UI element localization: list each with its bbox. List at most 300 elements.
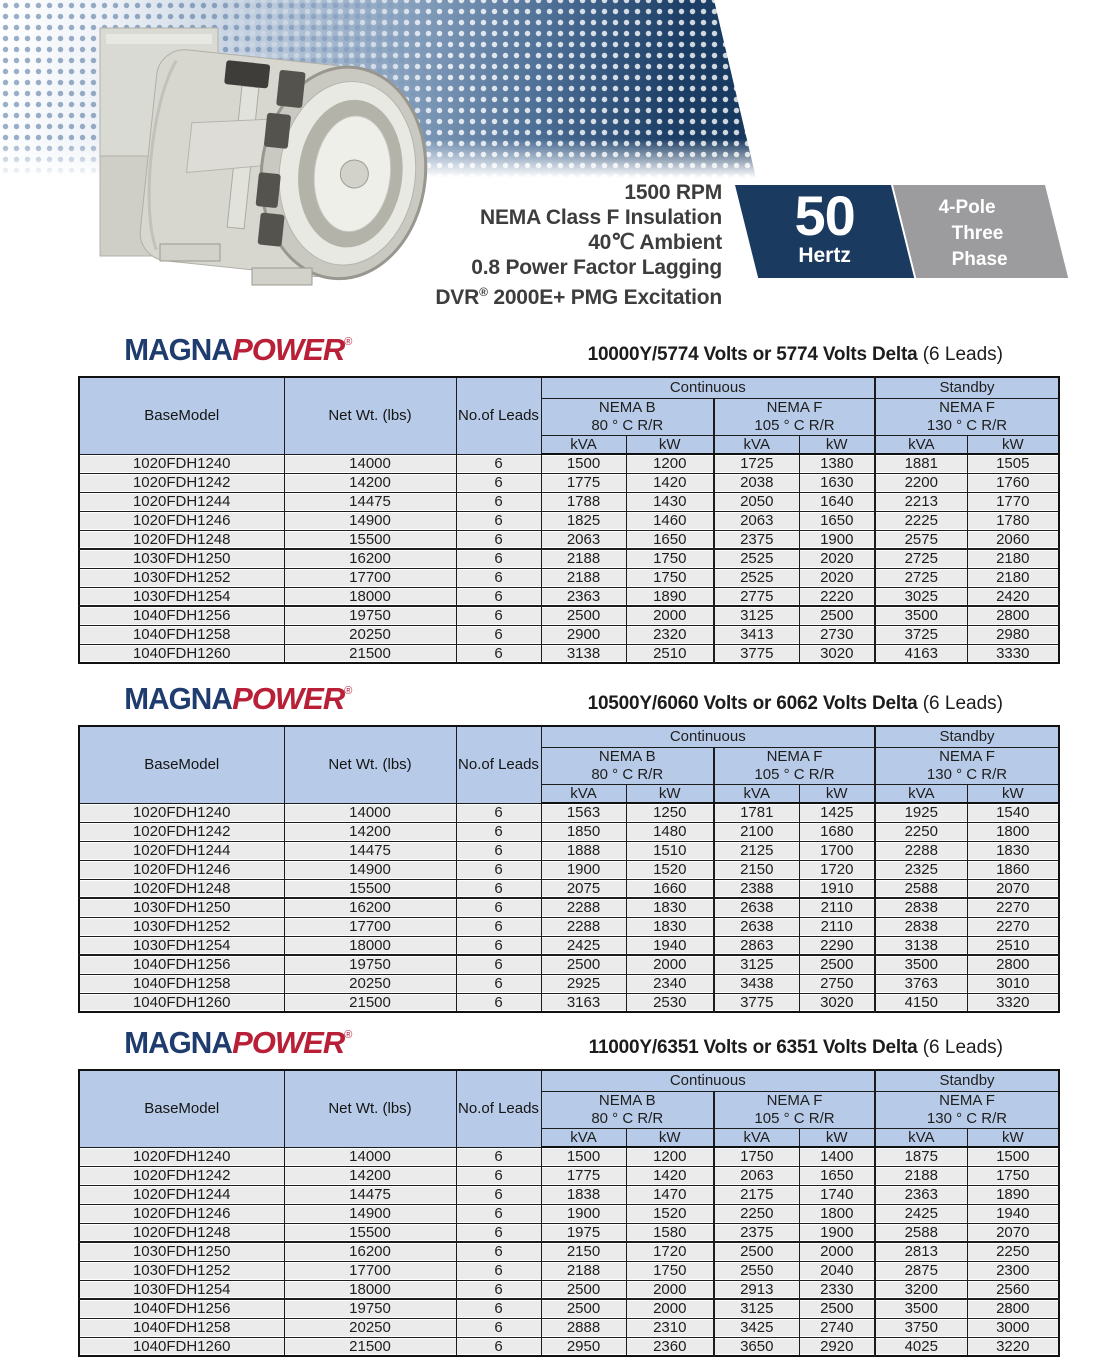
cell-value: 6 bbox=[456, 530, 541, 549]
cell-value: 6 bbox=[456, 936, 541, 955]
cell-value: 2363 bbox=[541, 587, 626, 606]
cell-value: 1510 bbox=[626, 841, 714, 860]
cell-value: 2070 bbox=[967, 1223, 1059, 1242]
cell-base-model: 1040FDH1256 bbox=[79, 1299, 284, 1318]
table-row bbox=[79, 511, 1059, 530]
cell-base-model: 1020FDH1240 bbox=[79, 803, 284, 822]
cell-value: 1830 bbox=[967, 841, 1059, 860]
cell-value: 3025 bbox=[875, 587, 967, 606]
cell-value: 1200 bbox=[626, 1147, 714, 1166]
col-kva: kVA bbox=[875, 1128, 967, 1147]
cell-value: 3425 bbox=[714, 1318, 799, 1337]
cell-base-model: 1030FDH1250 bbox=[79, 898, 284, 917]
cell-value: 21500 bbox=[284, 1337, 456, 1356]
table-row bbox=[79, 1242, 1059, 1261]
col-standby: Standby bbox=[875, 726, 1059, 747]
cell-value: 18000 bbox=[284, 936, 456, 955]
cell-value: 1750 bbox=[714, 1147, 799, 1166]
table-row bbox=[79, 473, 1059, 492]
cell-value: 6 bbox=[456, 625, 541, 644]
cell-value: 1720 bbox=[626, 1242, 714, 1261]
cell-base-model: 1030FDH1250 bbox=[79, 1242, 284, 1261]
cell-value: 1925 bbox=[875, 803, 967, 822]
cell-value: 2063 bbox=[541, 530, 626, 549]
table-row bbox=[79, 974, 1059, 993]
cell-value: 6 bbox=[456, 1280, 541, 1299]
table-row bbox=[79, 568, 1059, 587]
col-netwt: Net Wt. (lbs) bbox=[284, 1070, 456, 1147]
col-kw: kW bbox=[626, 435, 714, 454]
col-kva: kVA bbox=[714, 435, 799, 454]
cell-value: 3320 bbox=[967, 993, 1059, 1012]
cell-value: 3650 bbox=[714, 1337, 799, 1356]
cell-value: 4163 bbox=[875, 644, 967, 663]
table-row bbox=[79, 1261, 1059, 1280]
cell-value: 2638 bbox=[714, 898, 799, 917]
cell-value: 2510 bbox=[967, 936, 1059, 955]
cell-base-model: 1020FDH1242 bbox=[79, 1166, 284, 1185]
cell-value: 1770 bbox=[967, 492, 1059, 511]
cell-value: 2075 bbox=[541, 879, 626, 898]
cell-value: 2500 bbox=[799, 1299, 875, 1318]
cell-value: 14000 bbox=[284, 454, 456, 473]
cell-value: 20250 bbox=[284, 974, 456, 993]
cell-value: 2188 bbox=[541, 1261, 626, 1280]
cell-value: 1881 bbox=[875, 454, 967, 473]
col-kva: kVA bbox=[541, 784, 626, 803]
cell-value: 1380 bbox=[799, 454, 875, 473]
table-row bbox=[79, 549, 1059, 568]
cell-value: 2020 bbox=[799, 568, 875, 587]
cell-value: 1788 bbox=[541, 492, 626, 511]
col-basemodel: BaseModel bbox=[79, 1070, 284, 1147]
cell-value: 2000 bbox=[626, 955, 714, 974]
cell-value: 1890 bbox=[967, 1185, 1059, 1204]
col-nema-f130: NEMA F 130 ° C R/R bbox=[875, 747, 1059, 784]
cell-value: 2060 bbox=[967, 530, 1059, 549]
table-row bbox=[79, 860, 1059, 879]
cell-value: 4150 bbox=[875, 993, 967, 1012]
cell-value: 2500 bbox=[541, 1299, 626, 1318]
cell-value: 2950 bbox=[541, 1337, 626, 1356]
cell-value: 14900 bbox=[284, 1204, 456, 1223]
cell-value: 14475 bbox=[284, 1185, 456, 1204]
pole-phase-badge bbox=[893, 185, 1068, 322]
cell-value: 3000 bbox=[967, 1318, 1059, 1337]
cell-value: 2288 bbox=[541, 917, 626, 936]
table-row bbox=[79, 1280, 1059, 1299]
frequency-unit: Hertz bbox=[798, 244, 851, 267]
cell-value: 1825 bbox=[541, 511, 626, 530]
cell-value: 2925 bbox=[541, 974, 626, 993]
cell-value: 1500 bbox=[967, 1147, 1059, 1166]
cell-base-model: 1020FDH1244 bbox=[79, 492, 284, 511]
cell-value: 2838 bbox=[875, 917, 967, 936]
cell-value: 1520 bbox=[626, 1204, 714, 1223]
cell-value: 1910 bbox=[799, 879, 875, 898]
cell-value: 19750 bbox=[284, 1299, 456, 1318]
cell-value: 6 bbox=[456, 955, 541, 974]
cell-value: 2863 bbox=[714, 936, 799, 955]
cell-value: 2375 bbox=[714, 1223, 799, 1242]
cell-value: 6 bbox=[456, 822, 541, 841]
cell-base-model: 1020FDH1242 bbox=[79, 473, 284, 492]
cell-value: 2180 bbox=[967, 568, 1059, 587]
cell-value: 2525 bbox=[714, 568, 799, 587]
cell-base-model: 1020FDH1246 bbox=[79, 1204, 284, 1223]
cell-value: 3010 bbox=[967, 974, 1059, 993]
cell-value: 6 bbox=[456, 473, 541, 492]
voltage-title: 10000Y/5774 Volts or 5774 Volts Delta (6 Leads) bbox=[587, 344, 1003, 365]
ratings-table bbox=[78, 1069, 1060, 1357]
cell-value: 15500 bbox=[284, 530, 456, 549]
cell-value: 2875 bbox=[875, 1261, 967, 1280]
cell-value: 3330 bbox=[967, 644, 1059, 663]
spec-line: 1500 RPM bbox=[624, 181, 722, 204]
cell-value: 16200 bbox=[284, 1242, 456, 1261]
cell-value: 21500 bbox=[284, 993, 456, 1012]
cell-value: 2500 bbox=[799, 606, 875, 625]
cell-value: 2510 bbox=[626, 644, 714, 663]
cell-value: 20250 bbox=[284, 1318, 456, 1337]
col-kw: kW bbox=[626, 784, 714, 803]
cell-value: 1800 bbox=[967, 822, 1059, 841]
cell-value: 2500 bbox=[541, 606, 626, 625]
cell-value: 3775 bbox=[714, 644, 799, 663]
cell-value: 6 bbox=[456, 511, 541, 530]
spec-line: 40℃ Ambient bbox=[588, 231, 722, 254]
cell-value: 4025 bbox=[875, 1337, 967, 1356]
col-kw: kW bbox=[799, 784, 875, 803]
cell-value: 1888 bbox=[541, 841, 626, 860]
cell-value: 3163 bbox=[541, 993, 626, 1012]
cell-value: 1200 bbox=[626, 454, 714, 473]
cell-base-model: 1020FDH1248 bbox=[79, 1223, 284, 1242]
table-row bbox=[79, 1299, 1059, 1318]
cell-base-model: 1040FDH1260 bbox=[79, 644, 284, 663]
cell-value: 2225 bbox=[875, 511, 967, 530]
cell-value: 6 bbox=[456, 993, 541, 1012]
cell-value: 2363 bbox=[875, 1185, 967, 1204]
cell-value: 1470 bbox=[626, 1185, 714, 1204]
col-leads: No.of Leads bbox=[456, 377, 541, 454]
cell-value: 1420 bbox=[626, 1166, 714, 1185]
cell-value: 1425 bbox=[799, 803, 875, 822]
cell-value: 1630 bbox=[799, 473, 875, 492]
col-continuous: Continuous bbox=[541, 377, 875, 398]
cell-base-model: 1030FDH1252 bbox=[79, 917, 284, 936]
cell-value: 6 bbox=[456, 1261, 541, 1280]
voltage-title: 11000Y/6351 Volts or 6351 Volts Delta (6 Leads) bbox=[588, 1037, 1003, 1058]
col-kw: kW bbox=[626, 1128, 714, 1147]
cell-value: 1750 bbox=[967, 1166, 1059, 1185]
cell-value: 1650 bbox=[799, 511, 875, 530]
cell-value: 6 bbox=[456, 974, 541, 993]
col-basemodel: BaseModel bbox=[79, 726, 284, 803]
col-nema-b: NEMA B 80 ° C R/R bbox=[541, 747, 714, 784]
cell-value: 1725 bbox=[714, 454, 799, 473]
cell-value: 2000 bbox=[626, 606, 714, 625]
cell-value: 15500 bbox=[284, 1223, 456, 1242]
cell-value: 1750 bbox=[626, 568, 714, 587]
cell-value: 1500 bbox=[541, 454, 626, 473]
cell-value: 6 bbox=[456, 568, 541, 587]
cell-value: 2750 bbox=[799, 974, 875, 993]
table-row bbox=[79, 841, 1059, 860]
cell-value: 3750 bbox=[875, 1318, 967, 1337]
cell-value: 1860 bbox=[967, 860, 1059, 879]
cell-value: 3725 bbox=[875, 625, 967, 644]
cell-value: 2425 bbox=[541, 936, 626, 955]
cell-value: 2980 bbox=[967, 625, 1059, 644]
voltage-label: High Voltage bbox=[956, 276, 1021, 322]
cell-value: 2050 bbox=[714, 492, 799, 511]
col-kva: kVA bbox=[875, 784, 967, 803]
cell-value: 6 bbox=[456, 841, 541, 860]
cell-base-model: 1030FDH1254 bbox=[79, 936, 284, 955]
cell-value: 1775 bbox=[541, 1166, 626, 1185]
cell-value: 1900 bbox=[541, 1204, 626, 1223]
cell-base-model: 1040FDH1258 bbox=[79, 1318, 284, 1337]
cell-value: 2110 bbox=[799, 917, 875, 936]
cell-base-model: 1020FDH1248 bbox=[79, 530, 284, 549]
spec-line: 0.8 Power Factor Lagging bbox=[471, 256, 722, 279]
cell-value: 1775 bbox=[541, 473, 626, 492]
cell-value: 14900 bbox=[284, 511, 456, 530]
col-nema-f105: NEMA F 105 ° C R/R bbox=[714, 747, 875, 784]
cell-value: 1750 bbox=[626, 549, 714, 568]
cell-value: 1830 bbox=[626, 898, 714, 917]
ratings-table bbox=[78, 725, 1060, 1013]
cell-value: 3763 bbox=[875, 974, 967, 993]
col-kw: kW bbox=[799, 435, 875, 454]
cell-value: 2040 bbox=[799, 1261, 875, 1280]
table-row bbox=[79, 625, 1059, 644]
cell-value: 1875 bbox=[875, 1147, 967, 1166]
cell-value: 2250 bbox=[967, 1242, 1059, 1261]
table-row bbox=[79, 1166, 1059, 1185]
cell-base-model: 1020FDH1248 bbox=[79, 879, 284, 898]
cell-value: 2038 bbox=[714, 473, 799, 492]
cell-value: 2063 bbox=[714, 1166, 799, 1185]
col-kva: kVA bbox=[541, 435, 626, 454]
cell-value: 2000 bbox=[799, 1242, 875, 1261]
cell-base-model: 1020FDH1242 bbox=[79, 822, 284, 841]
cell-value: 14200 bbox=[284, 473, 456, 492]
cell-value: 6 bbox=[456, 898, 541, 917]
table-row bbox=[79, 530, 1059, 549]
cell-value: 6 bbox=[456, 860, 541, 879]
table-row bbox=[79, 587, 1059, 606]
cell-value: 1650 bbox=[626, 530, 714, 549]
cell-value: 6 bbox=[456, 917, 541, 936]
cell-value: 17700 bbox=[284, 1261, 456, 1280]
cell-value: 17700 bbox=[284, 568, 456, 587]
cell-value: 2150 bbox=[541, 1242, 626, 1261]
cell-base-model: 1020FDH1244 bbox=[79, 841, 284, 860]
table-row bbox=[79, 454, 1059, 473]
cell-value: 2813 bbox=[875, 1242, 967, 1261]
cell-base-model: 1040FDH1256 bbox=[79, 606, 284, 625]
cell-value: 2420 bbox=[967, 587, 1059, 606]
cell-value: 3138 bbox=[541, 644, 626, 663]
col-nema-f105: NEMA F 105 ° C R/R bbox=[714, 398, 875, 435]
cell-value: 1720 bbox=[799, 860, 875, 879]
cell-value: 6 bbox=[456, 1166, 541, 1185]
cell-value: 1900 bbox=[799, 1223, 875, 1242]
cell-value: 1780 bbox=[967, 511, 1059, 530]
cell-value: 6 bbox=[456, 549, 541, 568]
cell-value: 2900 bbox=[541, 625, 626, 644]
cell-value: 2800 bbox=[967, 955, 1059, 974]
spec-line-dvr: DVR® 2000E+ PMG Excitation bbox=[435, 285, 722, 309]
cell-value: 21500 bbox=[284, 644, 456, 663]
table-row bbox=[79, 1204, 1059, 1223]
pole-label: 4-Pole bbox=[938, 197, 996, 218]
cell-value: 2188 bbox=[875, 1166, 967, 1185]
cell-value: 1563 bbox=[541, 803, 626, 822]
cell-value: 2188 bbox=[541, 549, 626, 568]
cell-value: 2800 bbox=[967, 1299, 1059, 1318]
cell-value: 2575 bbox=[875, 530, 967, 549]
cell-value: 3125 bbox=[714, 1299, 799, 1318]
cell-value: 6 bbox=[456, 1318, 541, 1337]
col-kw: kW bbox=[967, 435, 1059, 454]
cell-value: 2288 bbox=[875, 841, 967, 860]
cell-value: 2560 bbox=[967, 1280, 1059, 1299]
table-row bbox=[79, 993, 1059, 1012]
cell-value: 2070 bbox=[967, 879, 1059, 898]
cell-value: 2500 bbox=[541, 955, 626, 974]
cell-value: 15500 bbox=[284, 879, 456, 898]
cell-value: 2888 bbox=[541, 1318, 626, 1337]
cell-value: 1505 bbox=[967, 454, 1059, 473]
cell-value: 2740 bbox=[799, 1318, 875, 1337]
cell-value: 2588 bbox=[875, 1223, 967, 1242]
spec-list bbox=[220, 180, 722, 310]
col-netwt: Net Wt. (lbs) bbox=[284, 726, 456, 803]
cell-value: 1480 bbox=[626, 822, 714, 841]
ratings-table bbox=[78, 376, 1060, 664]
table-row bbox=[79, 917, 1059, 936]
col-kw: kW bbox=[799, 1128, 875, 1147]
table-row bbox=[79, 955, 1059, 974]
cell-value: 16200 bbox=[284, 549, 456, 568]
cell-value: 14900 bbox=[284, 860, 456, 879]
voltage-title: 10500Y/6060 Volts or 6062 Volts Delta (6 Leads) bbox=[587, 693, 1003, 714]
cell-value: 2638 bbox=[714, 917, 799, 936]
cell-value: 3125 bbox=[714, 606, 799, 625]
cell-value: 19750 bbox=[284, 955, 456, 974]
cell-base-model: 1020FDH1246 bbox=[79, 511, 284, 530]
cell-value: 16200 bbox=[284, 898, 456, 917]
table-row bbox=[79, 1337, 1059, 1356]
cell-value: 17700 bbox=[284, 917, 456, 936]
cell-value: 3020 bbox=[799, 644, 875, 663]
cell-value: 2220 bbox=[799, 587, 875, 606]
cell-value: 2388 bbox=[714, 879, 799, 898]
cell-value: 6 bbox=[456, 1299, 541, 1318]
cell-value: 1750 bbox=[626, 1261, 714, 1280]
table-row bbox=[79, 898, 1059, 917]
cell-value: 2330 bbox=[799, 1280, 875, 1299]
cell-value: 2175 bbox=[714, 1185, 799, 1204]
cell-value: 3500 bbox=[875, 606, 967, 625]
cell-value: 1640 bbox=[799, 492, 875, 511]
cell-value: 1400 bbox=[799, 1147, 875, 1166]
cell-value: 2150 bbox=[714, 860, 799, 879]
cell-value: 2913 bbox=[714, 1280, 799, 1299]
cell-value: 2730 bbox=[799, 625, 875, 644]
cell-value: 2110 bbox=[799, 898, 875, 917]
cell-value: 1800 bbox=[799, 1204, 875, 1223]
col-basemodel: BaseModel bbox=[79, 377, 284, 454]
cell-value: 1890 bbox=[626, 587, 714, 606]
cell-value: 3125 bbox=[714, 955, 799, 974]
registered-mark: ® bbox=[344, 685, 352, 697]
col-standby: Standby bbox=[875, 377, 1059, 398]
col-nema-f130: NEMA F 130 ° C R/R bbox=[875, 1091, 1059, 1128]
cell-value: 1250 bbox=[626, 803, 714, 822]
cell-value: 2360 bbox=[626, 1337, 714, 1356]
cell-value: 2550 bbox=[714, 1261, 799, 1280]
cell-value: 6 bbox=[456, 1223, 541, 1242]
cell-value: 1940 bbox=[626, 936, 714, 955]
table-row bbox=[79, 606, 1059, 625]
registered-mark: ® bbox=[344, 1029, 352, 1041]
cell-base-model: 1020FDH1240 bbox=[79, 454, 284, 473]
cell-value: 6 bbox=[456, 1185, 541, 1204]
cell-value: 2290 bbox=[799, 936, 875, 955]
cell-value: 1830 bbox=[626, 917, 714, 936]
cell-value: 6 bbox=[456, 454, 541, 473]
cell-value: 1500 bbox=[541, 1147, 626, 1166]
cell-value: 1680 bbox=[799, 822, 875, 841]
cell-value: 2000 bbox=[626, 1280, 714, 1299]
cell-value: 3413 bbox=[714, 625, 799, 644]
magnapower-logo: MAGNAPOWER® bbox=[124, 1025, 352, 1060]
cell-value: 2725 bbox=[875, 549, 967, 568]
cell-value: 2300 bbox=[967, 1261, 1059, 1280]
cell-value: 1700 bbox=[799, 841, 875, 860]
cell-value: 2800 bbox=[967, 606, 1059, 625]
cell-value: 18000 bbox=[284, 587, 456, 606]
cell-value: 3775 bbox=[714, 993, 799, 1012]
cell-value: 2525 bbox=[714, 549, 799, 568]
col-kw: kW bbox=[967, 784, 1059, 803]
magnapower-logo: MAGNAPOWER® bbox=[124, 332, 352, 367]
cell-value: 2000 bbox=[626, 1299, 714, 1318]
cell-base-model: 1020FDH1246 bbox=[79, 860, 284, 879]
cell-value: 1430 bbox=[626, 492, 714, 511]
cell-value: 2530 bbox=[626, 993, 714, 1012]
cell-value: 2425 bbox=[875, 1204, 967, 1223]
cell-value: 19750 bbox=[284, 606, 456, 625]
table-row bbox=[79, 879, 1059, 898]
cell-value: 6 bbox=[456, 492, 541, 511]
cell-value: 1520 bbox=[626, 860, 714, 879]
phase-label: Three Phase bbox=[951, 223, 1008, 270]
cell-base-model: 1020FDH1244 bbox=[79, 1185, 284, 1204]
cell-value: 2250 bbox=[714, 1204, 799, 1223]
cell-value: 2213 bbox=[875, 492, 967, 511]
cell-value: 2188 bbox=[541, 568, 626, 587]
spec-line: NEMA Class F Insulation bbox=[480, 206, 722, 229]
cell-value: 6 bbox=[456, 1337, 541, 1356]
col-continuous: Continuous bbox=[541, 1070, 875, 1091]
cell-value: 14000 bbox=[284, 803, 456, 822]
cell-value: 3020 bbox=[799, 993, 875, 1012]
